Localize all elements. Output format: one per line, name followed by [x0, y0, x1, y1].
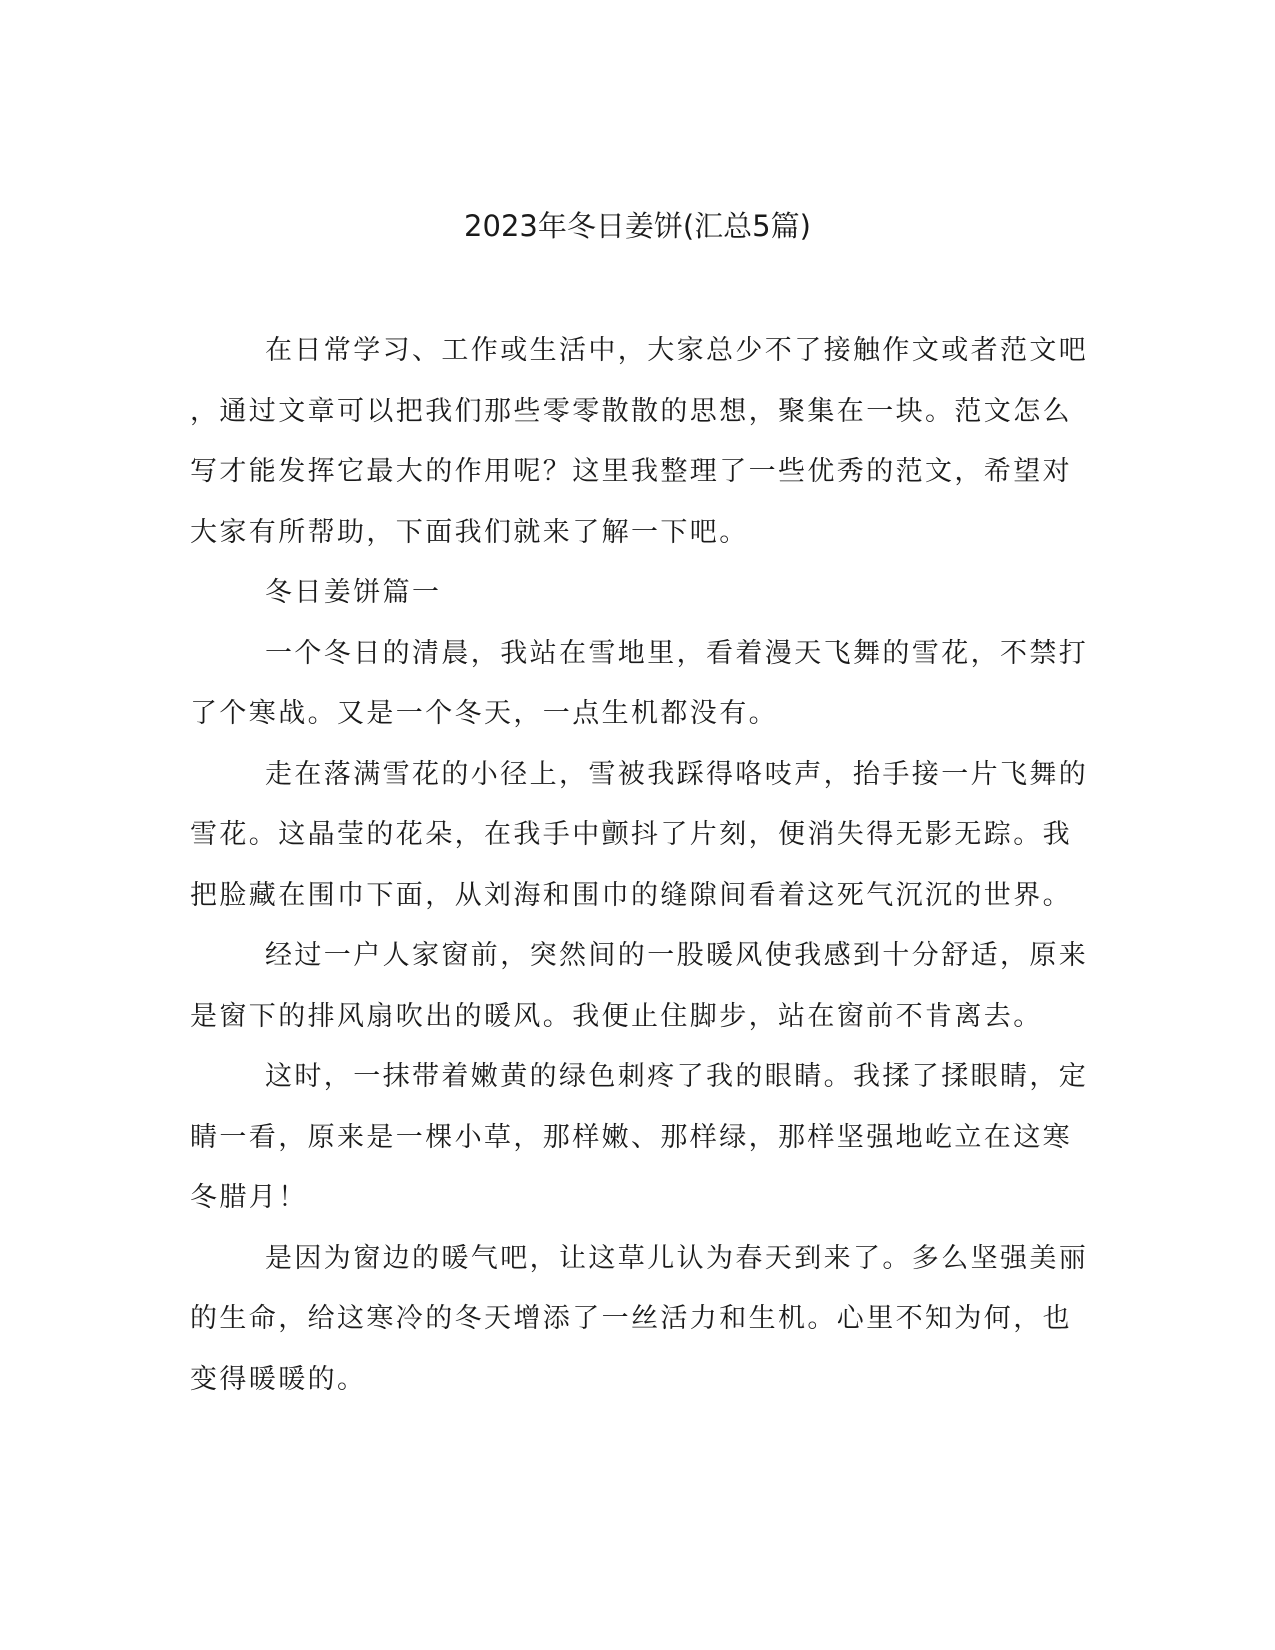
text-line: 大家有所帮助，下面我们就来了解一下吧。 — [190, 516, 749, 548]
text-line: 冬日姜饼篇一 — [265, 577, 442, 608]
document-body — [190, 321, 1090, 1410]
text-line: 变得暖暖的。 — [190, 1363, 367, 1395]
text-line: ，通过文章可以把我们那些零零散散的思想，聚集在一块。范文怎么 — [190, 395, 1072, 427]
text-line: 在日常学习、工作或生活中，大家总少不了接触作文或者范文吧 — [265, 335, 1089, 366]
text-line: 一个冬日的清晨，我站在雪地里，看着漫天飞舞的雪花，不禁打 — [265, 637, 1089, 669]
text-line: 这时，一抹带着嫩黄的绿色刺疼了我的眼睛。我揉了揉眼睛，定 — [265, 1061, 1089, 1092]
text-line: 是窗下的排风扇吹出的暖风。我便止住脚步，站在窗前不肯离去。 — [190, 1000, 1043, 1032]
text-line: 了个寒战。又是一个冬天，一点生机都没有。 — [190, 698, 778, 729]
text-line: 是因为窗边的暖气吧，让这草儿认为春天到来了。多么坚强美丽 — [265, 1242, 1089, 1274]
text-line: 写才能发挥它最大的作用呢？这里我整理了一些优秀的范文，希望对 — [190, 456, 1072, 487]
text-line: 的生命，给这寒冷的冬天增添了一丝活力和生机。心里不知为何，也 — [190, 1303, 1072, 1334]
text-line: 睛一看，原来是一棵小草，那样嫩、那样绿，那样坚强地屹立在这寒 — [190, 1121, 1072, 1153]
text-line: 走在落满雪花的小径上，雪被我踩得咯吱声，抬手接一片飞舞的 — [265, 758, 1089, 790]
document-title: 2023年冬日姜饼(汇总5篇) — [464, 209, 811, 243]
text-line: 冬腊月！ — [190, 1182, 308, 1213]
text-line: 经过一户人家窗前，突然间的一股暖风使我感到十分舒适，原来 — [265, 940, 1089, 971]
text-line: 雪花。这晶莹的花朵，在我手中颤抖了片刻，便消失得无影无踪。我 — [190, 819, 1072, 850]
text-line: 把脸藏在围巾下面，从刘海和围巾的缝隙间看着这死气沉沉的世界。 — [190, 879, 1072, 911]
